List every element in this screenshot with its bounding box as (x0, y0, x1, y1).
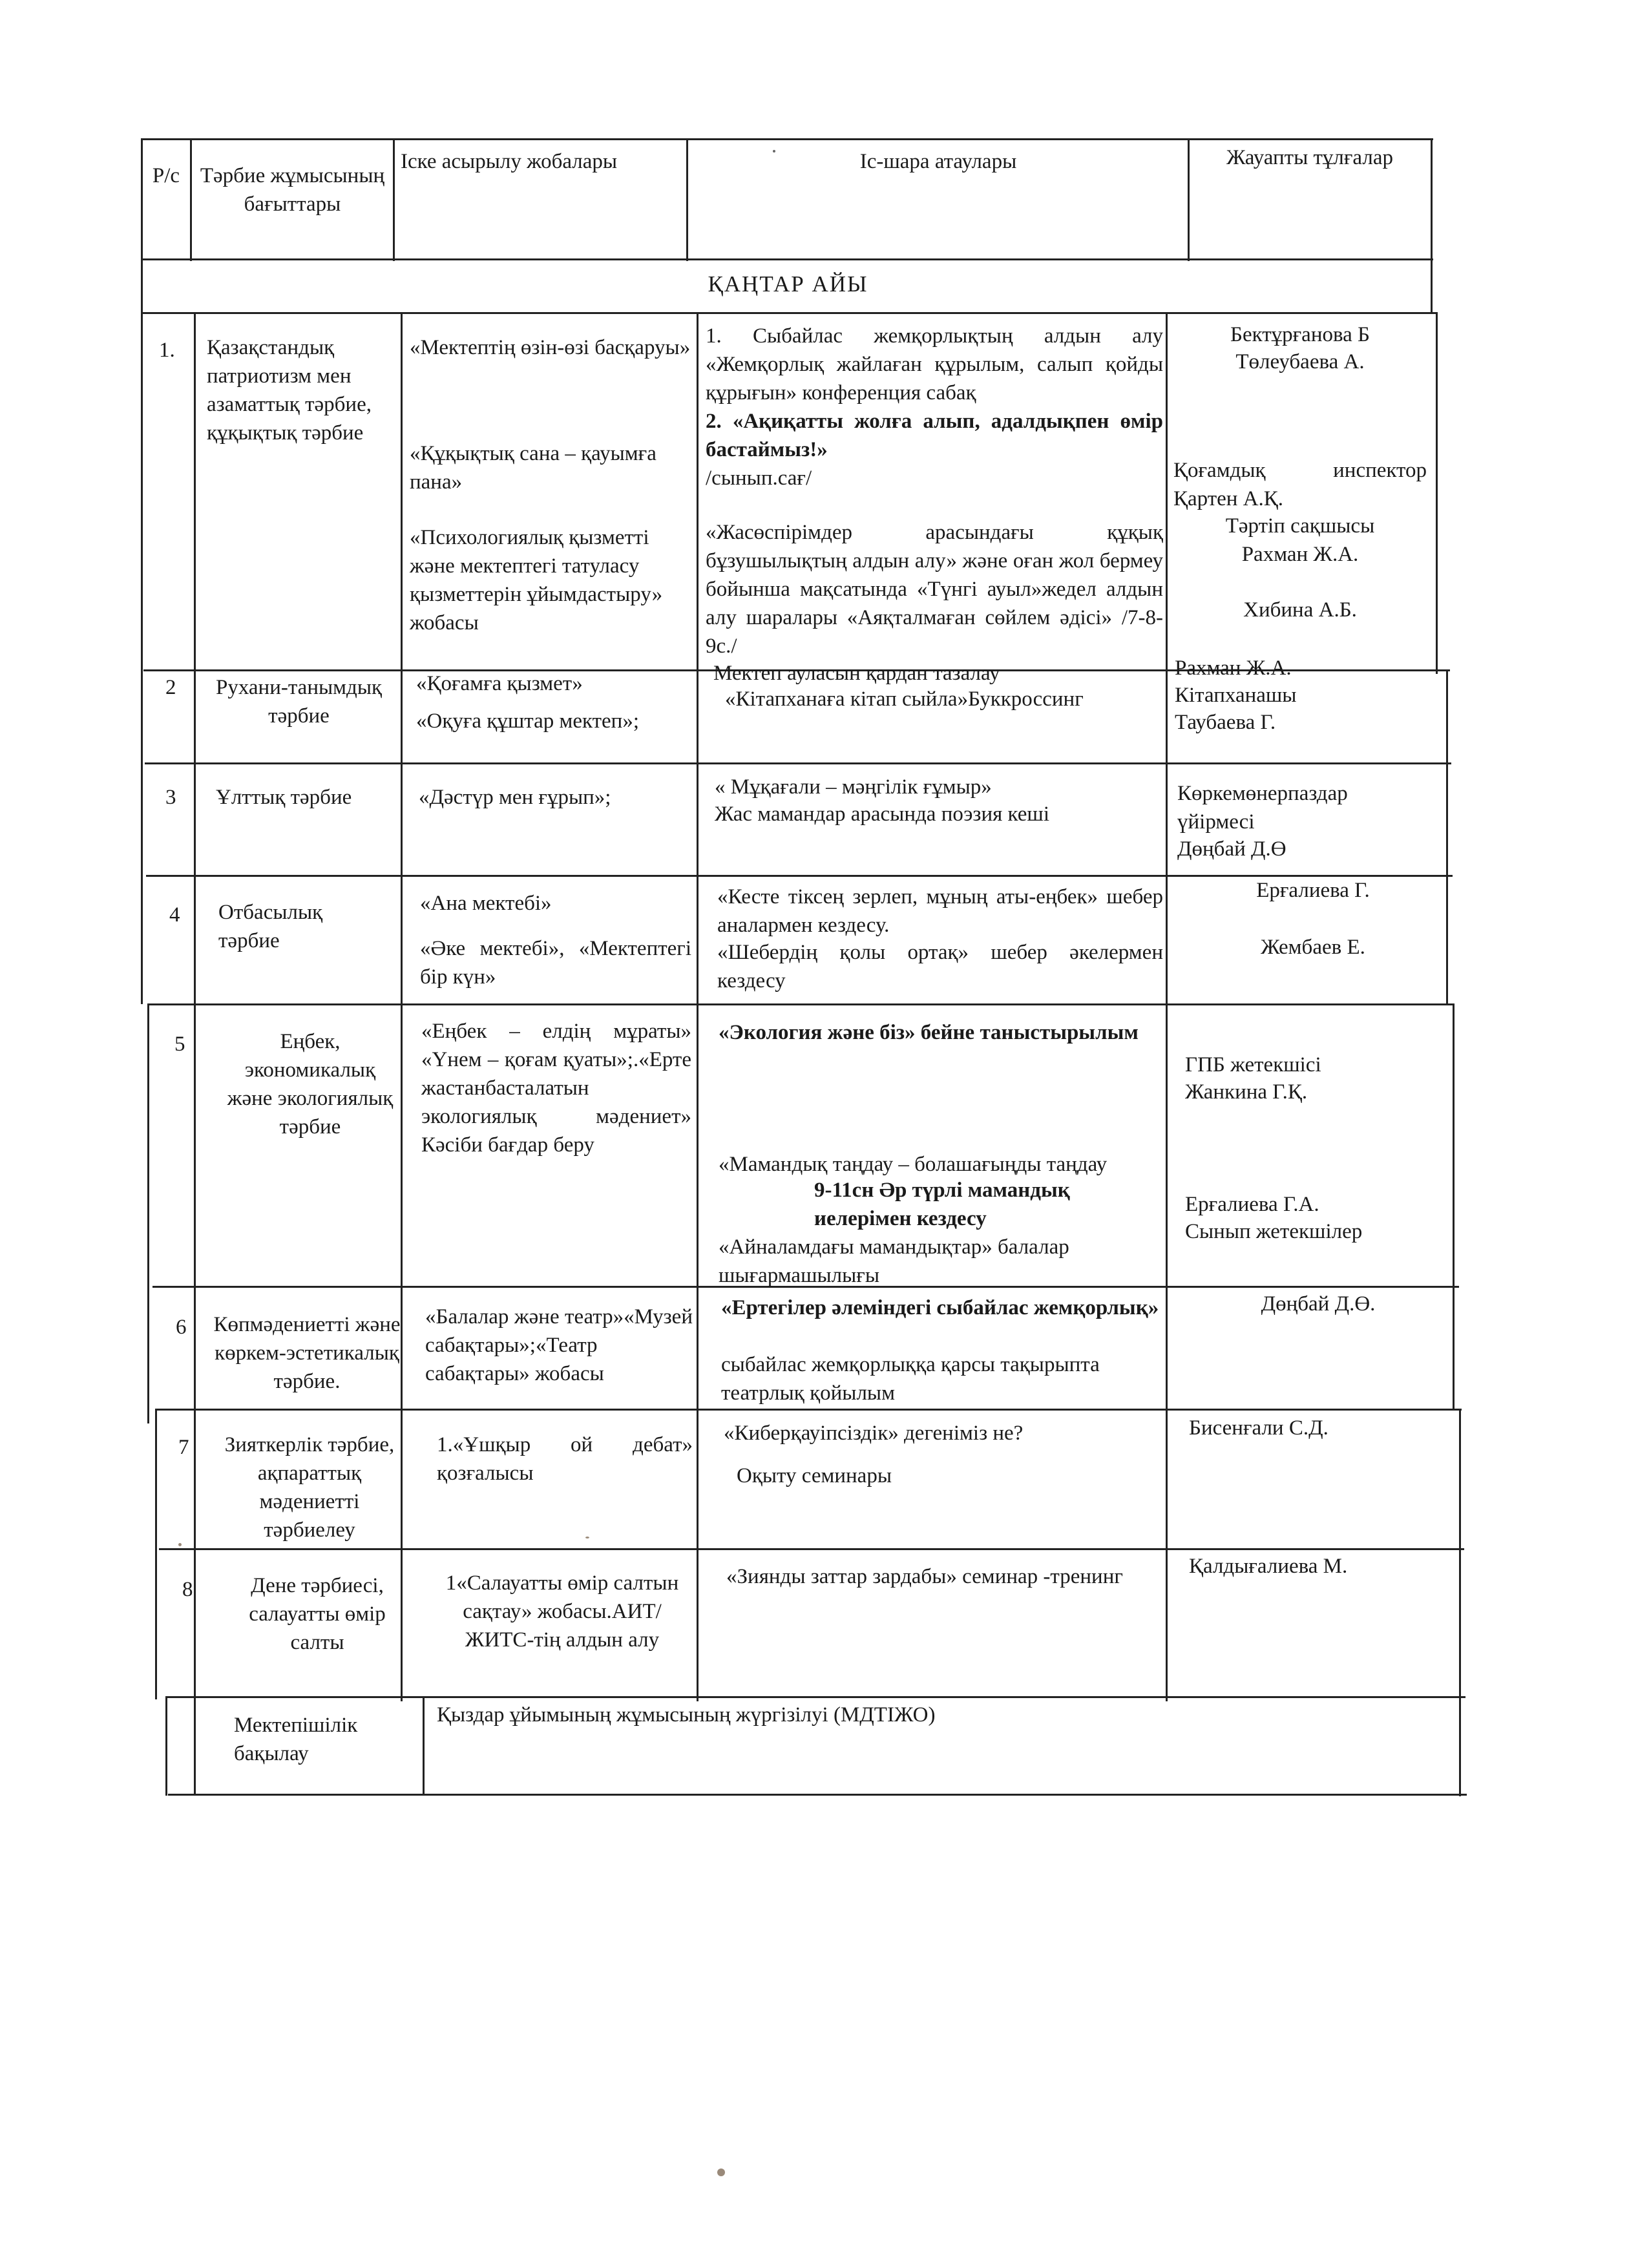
row-responsible: Сынып жетекшілер (1185, 1220, 1363, 1243)
row-project: «Балалар және театр»«Музей сабақтары»;«Театр сабақтары» жобасы (425, 1305, 693, 1385)
row-responsible: Төлеубаева А. (1235, 350, 1365, 373)
row-event: 2. «Ақиқатты жолға алып, адалдықпен өмір бастаймыз!» (706, 410, 1163, 461)
row-direction: Дене тәрбиесі, салауатты өмір салты (249, 1574, 386, 1654)
header-events: Іс-шара атаулары (859, 150, 1017, 173)
row-project: 1.«Ұшқыр ой дебат» қозғалысы (437, 1433, 693, 1485)
row-project: «Оқуға құштар мектеп»; (416, 709, 639, 733)
table-border (155, 1409, 1462, 1411)
row-event: Жас мамандар арасында поэзия кеші (715, 803, 1049, 826)
row-responsible: Хибина А.Б. (1243, 598, 1357, 622)
row-responsible: Бектұрғанова Б (1230, 323, 1370, 346)
row-event: «Киберқауіпсіздік» дегеніміз не? (724, 1422, 1024, 1445)
table-border (141, 138, 1433, 140)
row-responsible: Бисенғали С.Д. (1189, 1416, 1329, 1440)
header-projects: Іске асырылу жобалары (401, 150, 618, 173)
row-responsible: Қоғамдық инспектор Қартен А.Қ. (1173, 459, 1427, 510)
footer-text: Қыздар ұйымының жұмысының жүргізілуі (МДТІЖО) (437, 1703, 936, 1727)
table-border (1459, 1409, 1461, 1796)
row-number: 7 (178, 1436, 189, 1459)
scan-speck (178, 1543, 182, 1546)
header-number: Р/с (152, 164, 180, 187)
row-event: «Кітапханаға кітап сыйла»Буккроссинг (725, 688, 1084, 711)
row-number: 2 (165, 676, 176, 699)
row-event: «Экология және біз» бейне таныстырылым (719, 1021, 1139, 1044)
table-border (141, 258, 1433, 260)
row-responsible: ГПБ жетекшісі (1185, 1053, 1321, 1076)
table-border (1453, 1003, 1455, 1411)
table-border (165, 1696, 1465, 1698)
row-project: «Мектептің өзін-өзі басқаруы» (410, 336, 691, 359)
row-responsible: Жанкина Г.Қ. (1185, 1080, 1308, 1104)
row-event: «Кесте тіксең зерлеп, мұның аты-еңбек» шебер аналармен кездесу. (717, 885, 1163, 937)
row-number: 5 (174, 1033, 185, 1056)
row-responsible: Ерғалиева Г. (1256, 879, 1370, 902)
table-border (686, 138, 688, 261)
row-project: «Еңбек – елдің мұраты» «Үнем – қоғам қуаты»;.«Ерте жастанбасталатын экологиялық мәдениет» Кәсіби бағдар беру (421, 1020, 691, 1157)
row-event: «Зиянды заттар зардабы» семинар -тренинг (726, 1565, 1123, 1588)
month-title: ҚАҢТАР АЙЫ (708, 271, 868, 297)
row-number: 3 (165, 786, 176, 809)
row-responsible: Кітапханашы (1175, 684, 1297, 707)
table-border (1188, 138, 1190, 261)
row-responsible: Рахман Ж.А. (1175, 656, 1292, 680)
table-border (393, 138, 395, 261)
row-event: «Шебердің қолы ортақ» шебер әкелермен кездесу (717, 941, 1163, 992)
table-border (141, 138, 143, 1004)
scan-speck (773, 150, 775, 152)
table-border (190, 138, 192, 261)
scan-speck (717, 2168, 725, 2176)
table-border (159, 1548, 1464, 1550)
table-border (141, 312, 1436, 314)
row-number: 4 (169, 903, 180, 927)
row-project: «Қоғамға қызмет» (416, 672, 583, 695)
row-event: 1. Сыбайлас жемқорлықтың алдын алу «Жемқорлық жайлаған құрылым, салып қойды құрығын» конференция сабақ (706, 324, 1163, 404)
row-number: 1. (159, 339, 175, 362)
row-direction: Көпмәдениетті және көркем-эстетикалық тәрбие. (213, 1313, 401, 1393)
table-border (697, 312, 698, 1701)
table-border (147, 1003, 1454, 1005)
row-direction: Зияткерлік тәрбие, ақпараттық мәдениетті тәрбиелеу (224, 1433, 395, 1542)
row-project: «Құқықтық сана – қауымға пана» (410, 442, 656, 494)
table-border (147, 1003, 149, 1423)
row-responsible: Жембаев Е. (1261, 936, 1365, 959)
row-responsible: Ерғалиева Г.А. (1185, 1193, 1319, 1216)
row-project: «Ана мектебі» (420, 892, 552, 915)
row-responsible: Таубаева Г. (1175, 711, 1276, 734)
row-event: Мектеп ауласын қардан тазалау (713, 662, 1000, 685)
row-event: «Ертегілер әлеміндегі сыбайлас жемқорлық» (721, 1296, 1159, 1319)
row-responsible: Дөңбай Д.Ө. (1261, 1292, 1376, 1316)
table-border (1166, 312, 1168, 1701)
row-event: сыбайлас жемқорлыққа қарсы тақырыпта театрлық қойылым (721, 1353, 1100, 1405)
row-event: «Айналамдағы мамандықтар» балалар шығармашылығы (719, 1235, 1069, 1287)
row-event: « Мұқағали – мәңгілік ғұмыр» (715, 775, 992, 799)
row-responsible: Қалдығалиева М. (1189, 1555, 1348, 1578)
row-direction: Ұлттық тәрбие (216, 786, 352, 809)
row-project: «Әке мектебі», «Мектептегі бір күн» (420, 937, 691, 989)
row-project: 1«Салауатты өмір салтын сақтау» жобасы.АИТ/ЖИТС-тің алдын алу (445, 1571, 679, 1652)
table-border (1436, 312, 1438, 674)
row-number: 8 (182, 1578, 193, 1601)
header-responsible: Жауапты тұлғалар (1226, 146, 1393, 169)
row-responsible: Рахман Ж.А. (1241, 543, 1359, 566)
row-direction: Қазақстандық патриотизм мен азаматтық тәрбие, құқықтық тәрбие (207, 336, 372, 445)
row-responsible: Дөңбай Д.Ө (1177, 837, 1287, 861)
table-border (145, 762, 1451, 764)
row-responsible: Көркемөнерпаздар үйірмесі (1177, 782, 1348, 834)
row-event: Оқыту семинары (737, 1464, 892, 1487)
scan-speck (585, 1537, 589, 1538)
row-direction: Рухани-танымдық тәрбие (215, 676, 383, 728)
row-number: 6 (176, 1316, 187, 1339)
row-project: «Дәстүр мен ғұрып»; (419, 786, 611, 809)
row-project: «Психологиялық қызметті және мектептегі татуласу қызметтерін ұйымдастыру» жобасы (410, 526, 663, 635)
table-border (155, 1409, 157, 1699)
table-border (165, 1696, 167, 1796)
row-direction: Еңбек, экономикалық және экологиялық тәрбие (227, 1030, 394, 1139)
row-event: «Мамандық таңдау – болашағыңды таңдау (719, 1153, 1108, 1176)
row-direction: Отбасылық тәрбие (218, 901, 323, 952)
header-direction: Тәрбие жұмысының бағыттары (200, 164, 385, 216)
row-event: 9-11сн Әр түрлі мамандық иелерімен кездесу (814, 1179, 1070, 1230)
row-event: «Жасөспірімдер арасындағы құқық бұзушылықтың алдын алу» және оған жол бермеу бойынша мақсатында «Түнгі ауыл»жедел алдын алу шаралары «Аяқталмаған сөйлем әдісі» /7-8-9с./ (706, 521, 1163, 658)
row-event: /сынып.сағ/ (706, 467, 812, 490)
table-border (423, 1696, 425, 1796)
table-border (168, 1794, 1467, 1796)
row-responsible: Тәртіп сақшысы (1225, 514, 1375, 538)
footer-label: Мектепішілік бақылау (234, 1714, 358, 1765)
